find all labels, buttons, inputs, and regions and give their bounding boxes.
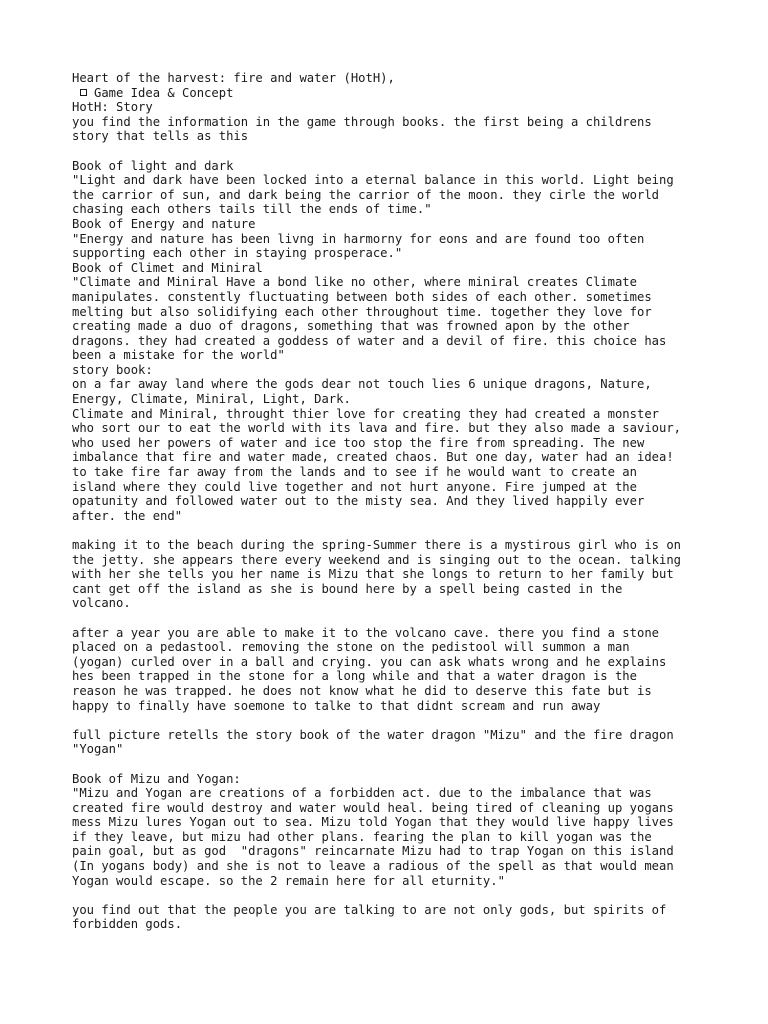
text-line: chasing each others tails till the ends of time." — [72, 202, 432, 217]
text-line: supporting each other in staying prosperace." — [72, 246, 403, 261]
text-line: reason he was trapped. he does not know what he did to deserve this fate but is — [72, 683, 652, 698]
text-line: you find out that the people you are talking to are not only gods, but spirits of — [72, 902, 667, 917]
text-line: melting but also solidifying each other throughout time. together they love for — [72, 304, 652, 319]
text-line: to take fire far away from the lands and to see if he would want to create an — [72, 465, 637, 480]
text-line: "Climate and Miniral Have a bond like no other, where miniral creates Climate — [72, 275, 637, 290]
document-title: Heart of the harvest: fire and water (HotH), — [72, 71, 395, 85]
text-line: Climate and Miniral, throught thier love for creating they had created a monster — [72, 406, 659, 421]
text-line: Book of Climet and Miniral — [72, 260, 263, 275]
bullet-item — [72, 86, 712, 101]
text-line: happy to finally have soemone to talke to that didnt scream and run away — [72, 698, 601, 713]
text-line: pain goal, but as god "dragons" reincarnate Mizu had to trap Yogan on this island — [72, 844, 674, 859]
text-line: created fire would destroy and water would heal. being tired of cleaning up yogans — [72, 800, 674, 815]
text-line: story that tells as this — [72, 129, 249, 144]
text-line: after. the end" — [72, 508, 183, 523]
text-line: the carrior of sun, and dark being the carrior of the moon. they cirle the world — [72, 187, 659, 202]
text-line: dragons. they had created a goddess of water and a devil of fire. this choice has — [72, 333, 667, 348]
text-line: full picture retells the story book of the water dragon "Mizu" and the fire dragon — [72, 727, 674, 742]
text-line: island where they could live together and not hurt anyone. Fire jumped at the — [72, 479, 637, 494]
text-line: manipulates. constently fluctuating between both sides of each other. sometimes — [72, 289, 652, 304]
paragraph-picture — [72, 728, 712, 757]
text-line: volcano. — [72, 596, 131, 611]
text-line: Energy, Climate, Miniral, Light, Dark. — [72, 392, 351, 407]
text-line: forbidden gods. — [72, 917, 183, 932]
paragraph-gap — [72, 713, 712, 728]
square-bullet-icon — [80, 89, 87, 96]
text-line: "Mizu and Yogan are creations of a forbidden act. due to the imbalance that was — [72, 786, 652, 801]
text-line: you find the information in the game through books. the first being a childrens — [72, 114, 652, 129]
text-line: mess Mizu lures Yogan out to sea. Mizu told Yogan that they would live happy lives — [72, 815, 674, 830]
text-line: after a year you are able to make it to the volcano cave. there you find a stone — [72, 625, 659, 640]
text-line: hes been trapped in the stone for a long while and that a water dragon is the — [72, 669, 637, 684]
text-line: "Light and dark have been locked into a eternal balance in this world. Light being — [72, 173, 674, 188]
text-line: cant get off the island as she is bound here by a spell being casted in the — [72, 581, 623, 596]
paragraph-gap — [72, 611, 712, 626]
document-page — [72, 71, 712, 932]
text-line: "Energy and nature has been livng in harmorny for eons and are found too often — [72, 231, 645, 246]
text-line: on a far away land where the gods dear not touch lies 6 unique dragons, Nature, — [72, 377, 652, 392]
text-line: who sort our to eat the world with its lava and fire. but they also made a saviour, — [72, 421, 682, 436]
text-line: (yogan) curled over in a ball and crying. you can ask whats wrong and he explains — [72, 654, 667, 669]
paragraph-ending — [72, 903, 712, 932]
paragraph-beach — [72, 538, 712, 611]
text-line: been a mistake for the world" — [72, 348, 285, 363]
paragraph-intro — [72, 100, 712, 144]
text-line: making it to the beach during the spring-Summer there is a mystirous girl who is on — [72, 538, 682, 552]
text-line: who used her powers of water and ice too stop the fire from spreading. The new — [72, 435, 645, 450]
text-line: placed on a pedastool. removing the stone on the pedistool will summon a man — [72, 640, 630, 655]
text-line: Book of Mizu and Yogan: — [72, 771, 241, 786]
text-line: HotH: Story — [72, 100, 153, 115]
paragraph-gap — [72, 144, 712, 159]
paragraph-books — [72, 159, 712, 524]
paragraph-gap — [72, 888, 712, 903]
text-line: if they leave, but mizu had other plans. fearing the plan to kill yogan was the — [72, 829, 652, 844]
paragraph-mizu-yogan — [72, 772, 712, 889]
paragraph-gap — [72, 757, 712, 772]
text-line: creating made a duo of dragons, something that was frowned apon by the other — [72, 319, 630, 334]
paragraph-gap — [72, 523, 712, 538]
text-line: story book: — [72, 362, 153, 377]
document-body — [72, 100, 712, 932]
paragraph-volcano — [72, 626, 712, 714]
text-line: the jetty. she appears there every weekend and is singing out to the ocean. talking — [72, 552, 682, 567]
text-line: imbalance that fire and water made, created chaos. But one day, water had an idea! — [72, 450, 674, 465]
text-line: with her she tells you her name is Mizu that she longs to return to her family but — [72, 567, 674, 582]
text-line: opatunity and followed water out to the misty sea. And they lived happily ever — [72, 494, 645, 509]
bullet-text: Game Idea & Concept — [94, 85, 234, 100]
text-line: Book of light and dark — [72, 158, 234, 173]
text-line: Yogan would escape. so the 2 remain here for all eturnity." — [72, 873, 505, 888]
text-line: Book of Energy and nature — [72, 216, 256, 231]
text-line: "Yogan" — [72, 742, 124, 757]
text-line: (In yogans body) and she is not to leave a radious of the spell as that would mean — [72, 859, 674, 874]
